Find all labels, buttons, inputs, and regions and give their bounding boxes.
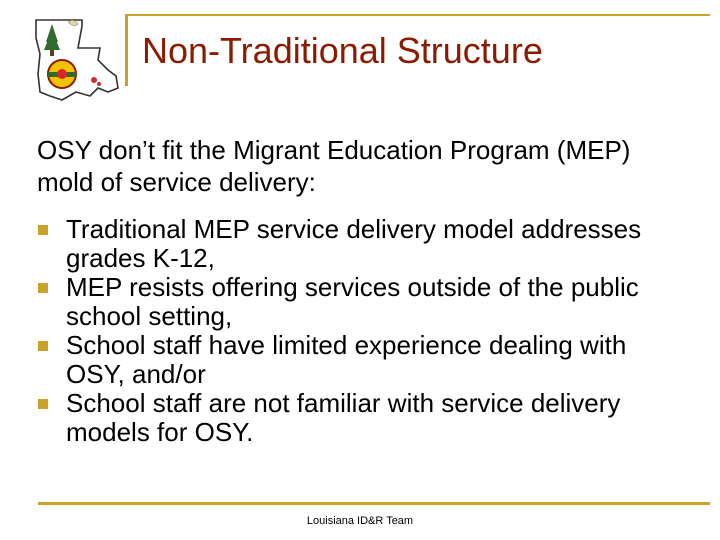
bullet-item	[38, 389, 688, 447]
title-vertical-rule	[125, 14, 128, 86]
bullet-item	[38, 215, 688, 273]
footer-text: Louisiana ID&R Team	[306, 515, 414, 527]
title-top-rule	[125, 14, 710, 16]
square-bullet-icon	[38, 225, 48, 235]
bullet-item	[38, 273, 688, 331]
square-bullet-icon	[38, 283, 48, 293]
louisiana-map-logo-icon	[28, 14, 120, 104]
bullet-list	[38, 215, 688, 447]
intro-text: OSY don’t fit the Migrant Education Program (MEP) mold of service delivery:	[37, 135, 631, 197]
square-bullet-icon	[38, 341, 48, 351]
bullet-text: MEP resists offering services outside of the public school setting,	[66, 272, 639, 331]
bullet-text: School staff are not familiar with service delivery models for OSY.	[66, 388, 621, 447]
bullet-text: Traditional MEP service delivery model addresses grades K-12,	[66, 214, 642, 273]
footer-rule	[38, 502, 710, 505]
square-bullet-icon	[38, 399, 48, 409]
bullet-item	[38, 331, 688, 389]
page-title: Non-Traditional Structure	[142, 30, 543, 71]
bullet-text: School staff have limited experience dealing with OSY, and/or	[66, 330, 627, 389]
